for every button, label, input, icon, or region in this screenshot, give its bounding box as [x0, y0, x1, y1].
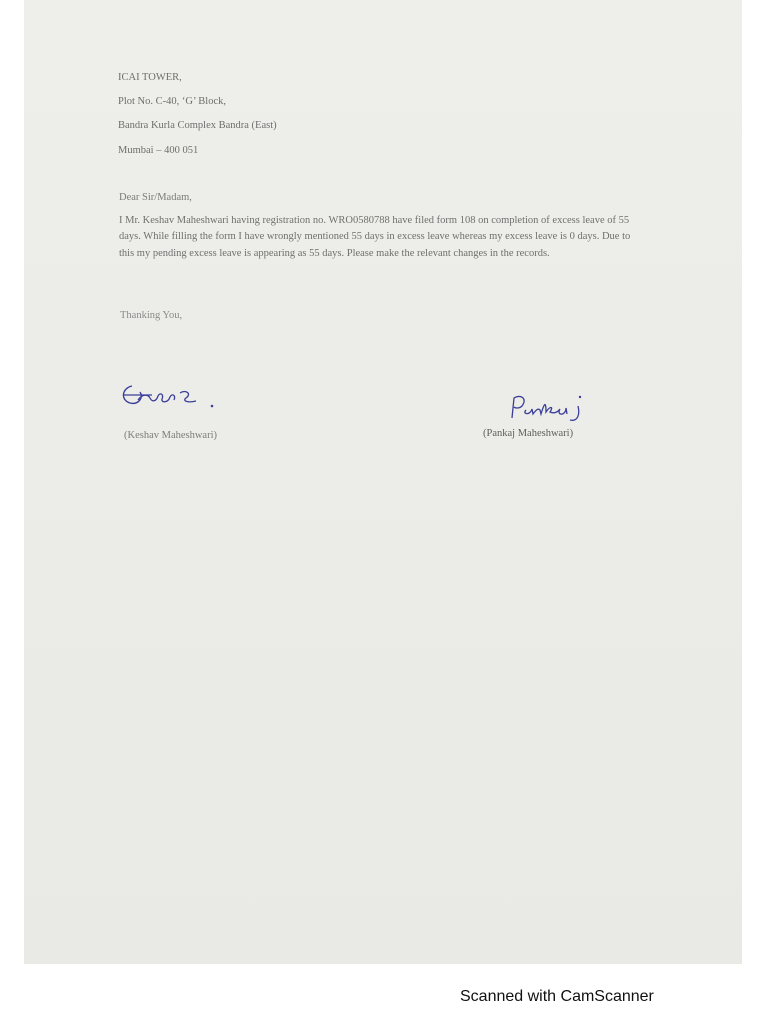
closing-line: Thanking You, — [120, 310, 183, 321]
camscanner-watermark: Scanned with CamScanner — [460, 988, 654, 1005]
scanned-paper — [24, 0, 742, 964]
address-line-3: Bandra Kurla Complex Bandra (East) — [118, 120, 277, 131]
address-line-4: Mumbai – 400 051 — [118, 145, 199, 156]
signature-keshav — [118, 376, 228, 416]
signatory-name-pankaj: (Pankaj Maheshwari) — [483, 428, 574, 439]
address-line-1: ICAI TOWER, — [118, 72, 182, 83]
address-line-2: Plot No. C-40, ‘G’ Block, — [118, 96, 227, 107]
signatory-name-keshav: (Keshav Maheshwari) — [124, 430, 218, 441]
salutation: Dear Sir/Madam, — [119, 192, 192, 203]
letter-body: I Mr. Keshav Maheshwari having registration no. WRO0580788 have filed form 108 on completion of excess leave of 55 days. While filling the form I have wrongly mentioned 55 days in excess leave whereas my excess leave is 0 days. Due to this my pending excess leave is appearing as 55 days. Please make the relevant changes in the records. — [119, 215, 631, 259]
signature-pankaj — [504, 390, 594, 424]
